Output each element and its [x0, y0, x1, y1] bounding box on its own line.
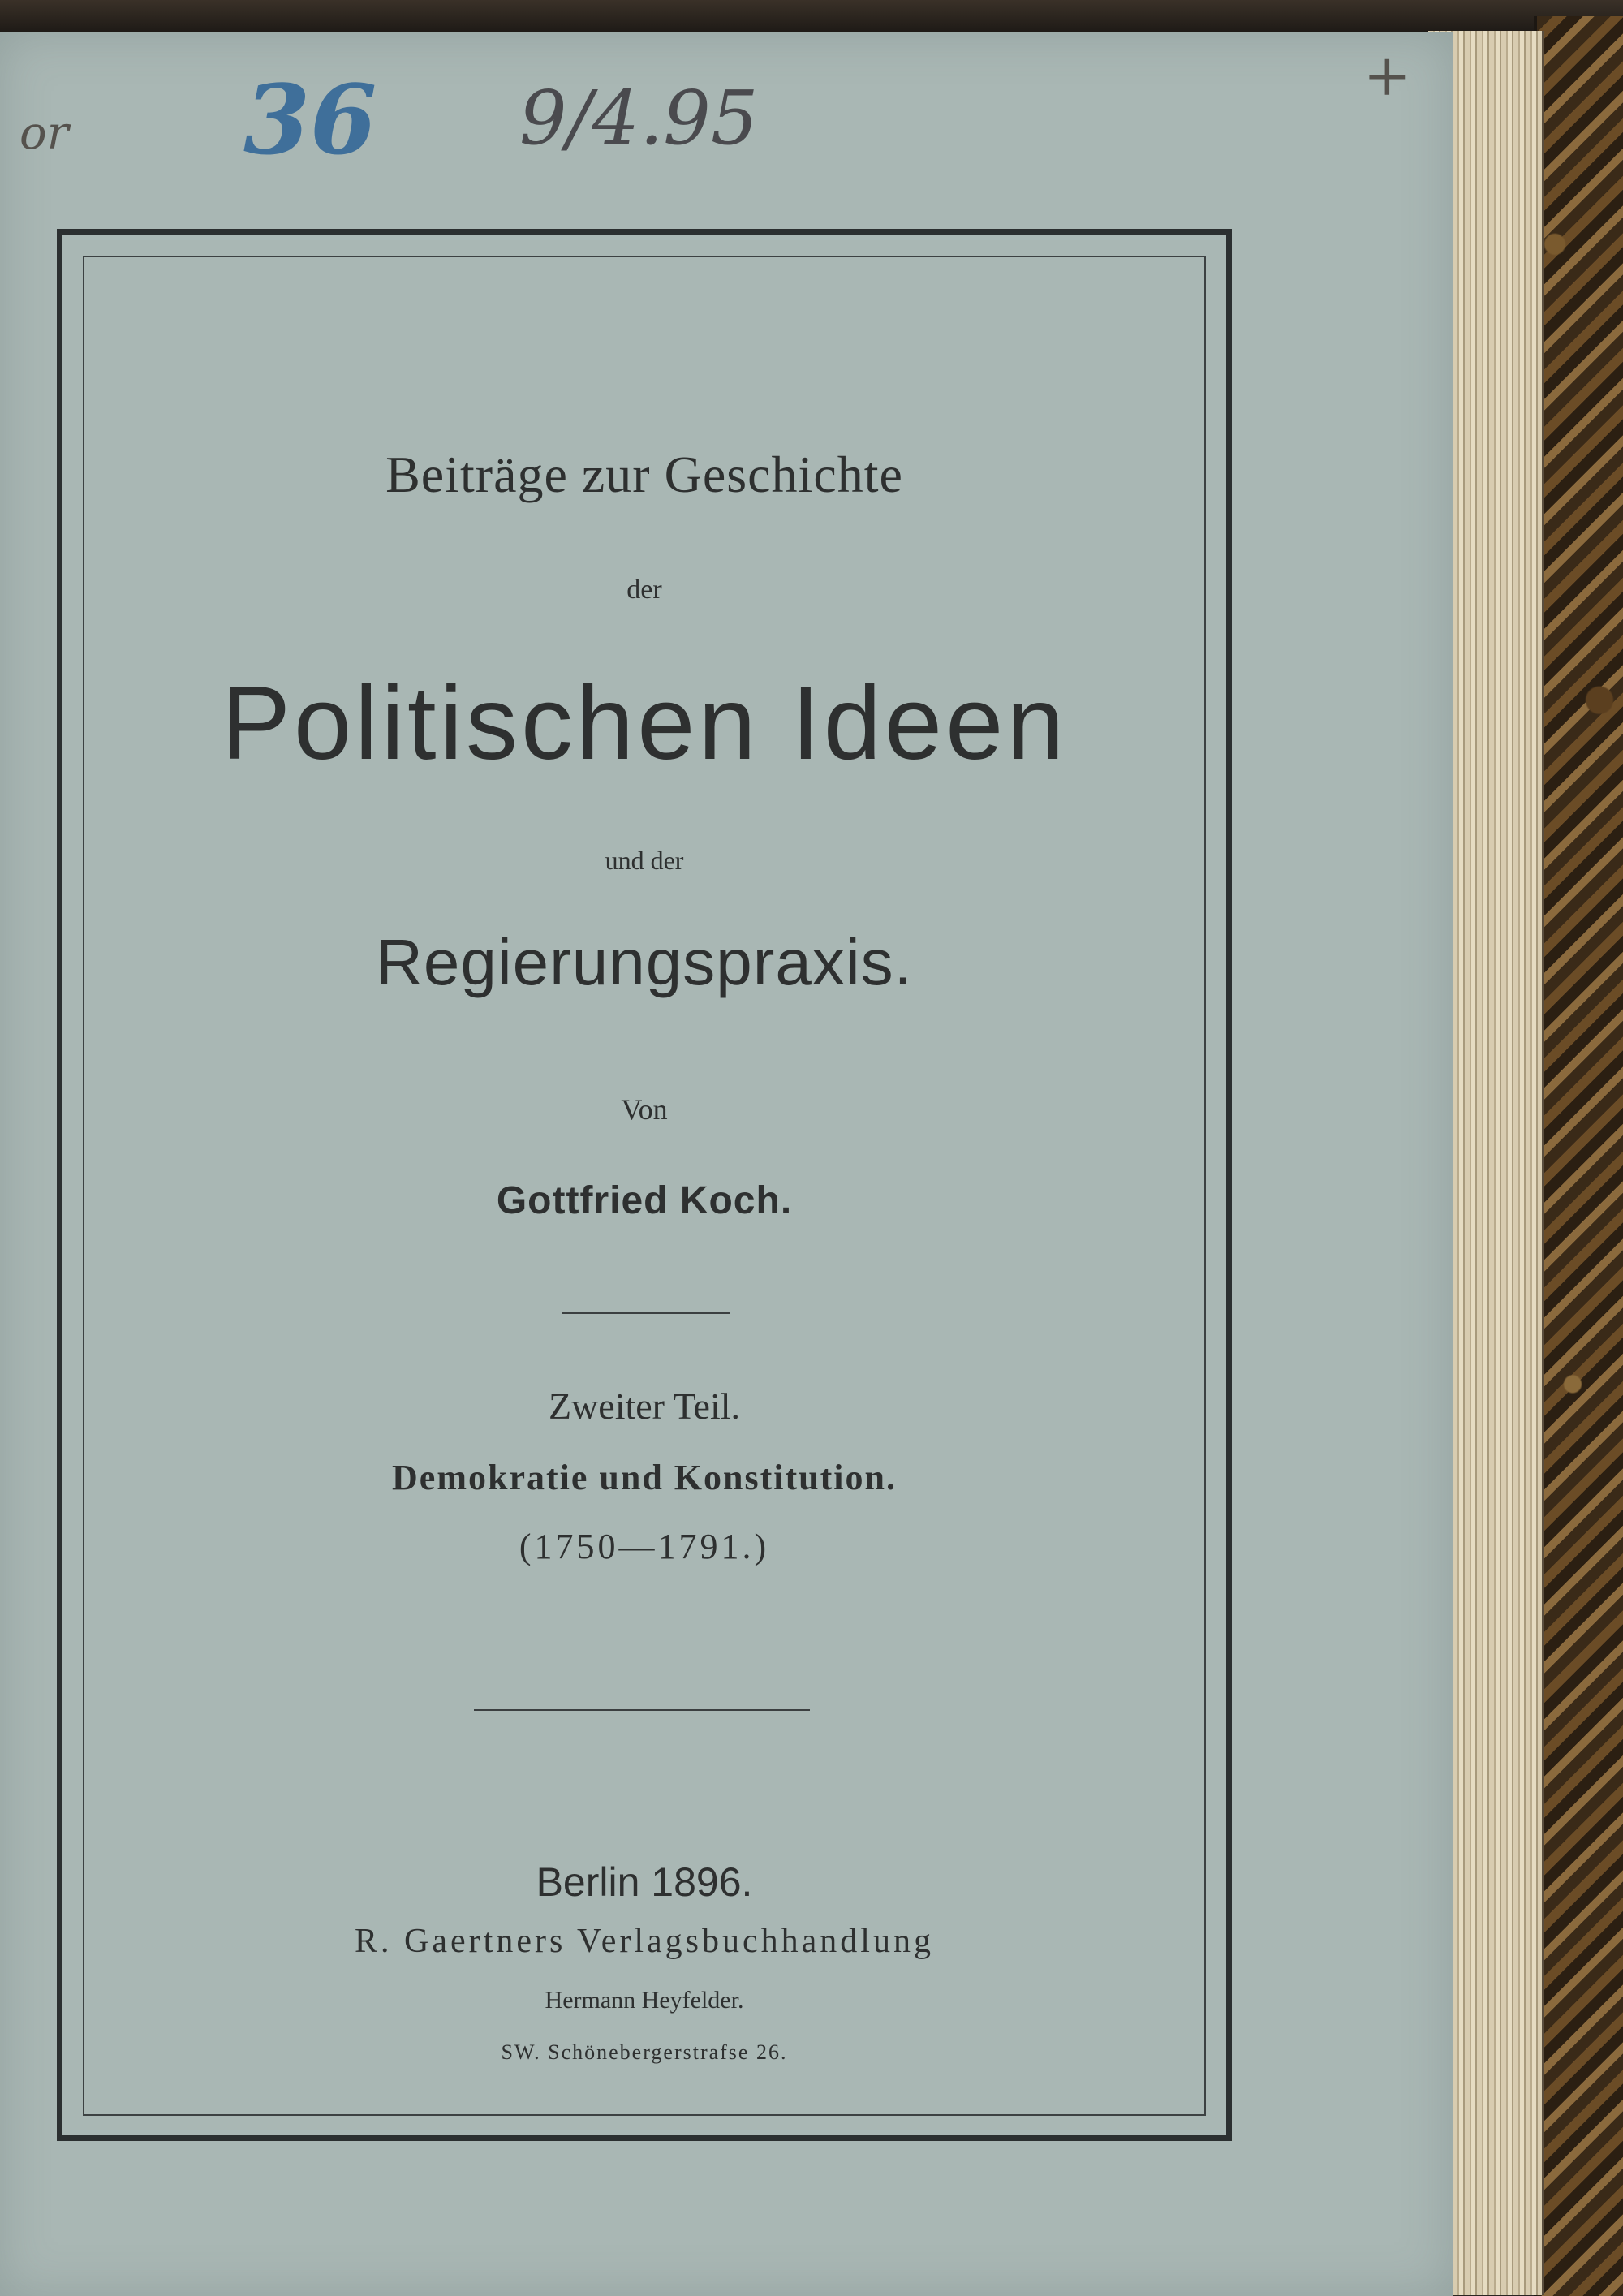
marbled-book-edge: [1534, 16, 1623, 2296]
divider-rule-bottom: [474, 1709, 810, 1711]
place-and-year: Berlin 1896.: [536, 1859, 753, 1905]
part-title: Demokratie und Konstitution.: [392, 1458, 897, 1497]
handwritten-date-note: 9/4.95: [519, 75, 759, 162]
part-label: Zweiter Teil.: [548, 1385, 741, 1427]
author-name: Gottfried Koch.: [496, 1179, 793, 1222]
publisher-address: SW. Schönebergerstrafse 26.: [501, 2040, 788, 2064]
connector-und-der: und der: [605, 846, 684, 875]
handwritten-corner-mark: or: [19, 107, 69, 160]
year-range: (1750—1791.): [519, 1527, 770, 1566]
publisher-name: R. Gaertners Verlagsbuchhandlung: [355, 1923, 934, 1960]
handwritten-plus-mark: +: [1363, 42, 1411, 109]
divider-rule-top: [562, 1312, 730, 1314]
byline-von: Von: [621, 1093, 668, 1126]
book-top-edge: [0, 0, 1623, 32]
handwritten-shelf-number: 36: [243, 63, 377, 176]
connector-der: der: [626, 575, 662, 605]
series-title: Beiträge zur Geschichte: [385, 446, 903, 503]
subtitle: Regierungspraxis.: [376, 926, 913, 998]
publisher-owner: Hermann Heyfelder.: [545, 1987, 744, 2014]
main-title: Politischen Ideen: [221, 666, 1068, 782]
